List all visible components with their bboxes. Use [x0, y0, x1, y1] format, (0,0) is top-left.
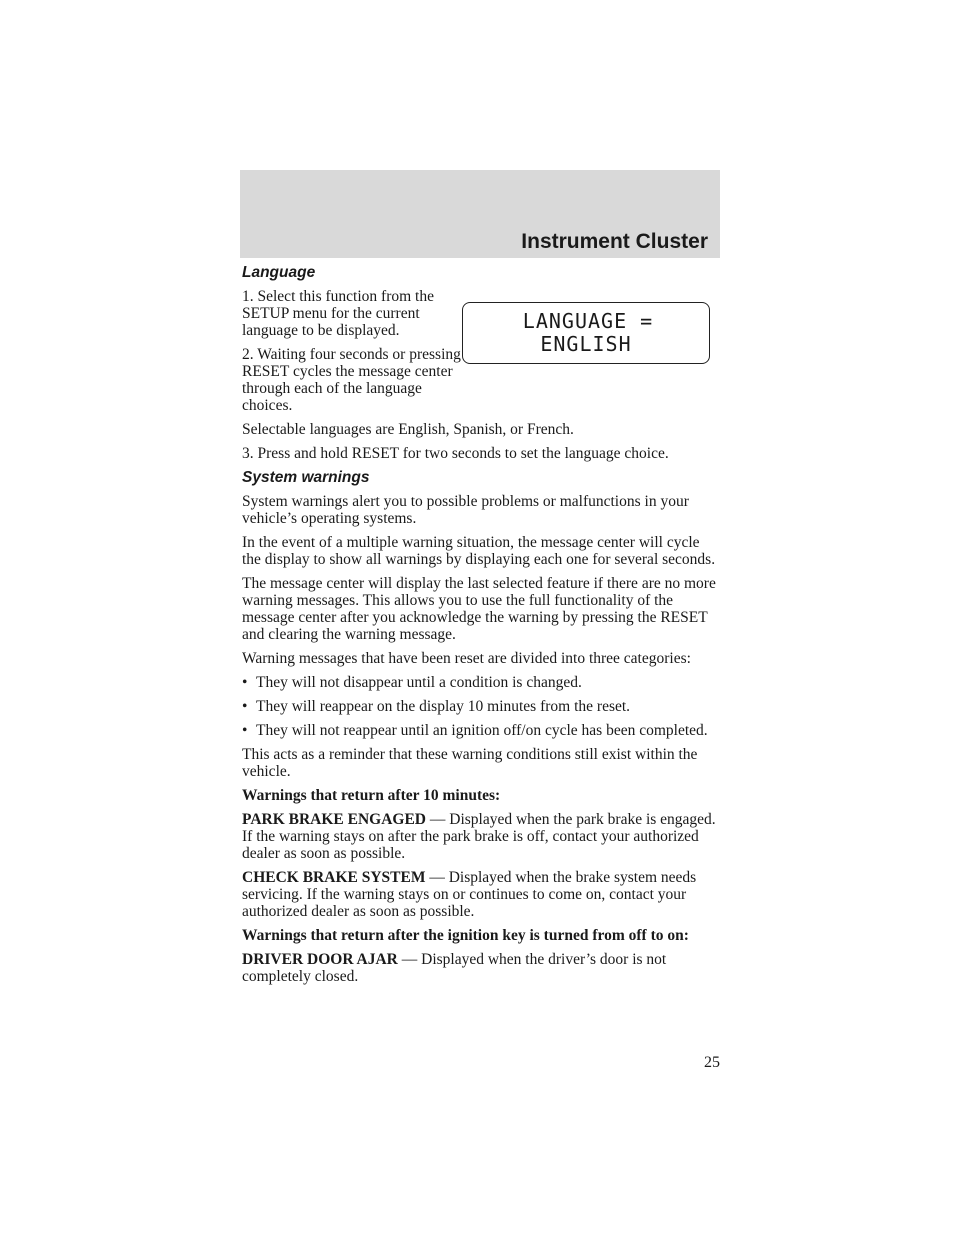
page-content — [242, 264, 718, 992]
display-line-2: ENGLISH — [540, 332, 632, 356]
list-item: • They will reappear on the display 10 minutes from the reset. — [242, 698, 718, 715]
check-brake-description: — Displayed when the brake system needs servicing. If the warning stays on or continues to come on, contact your authorized dealer as soon as possible. — [242, 869, 697, 920]
list-item: • They will not disappear until a condition is changed. — [242, 674, 718, 691]
list-item: • They will not reappear until an ignition off/on cycle has been completed. — [242, 722, 718, 739]
system-warnings-heading: System warnings — [242, 469, 370, 486]
park-brake-term: PARK BRAKE ENGAGED — [242, 811, 427, 828]
language-step-2: 2. Waiting four seconds or pressing RESET cycles the message center through each of the language choices. — [242, 346, 461, 414]
warnings-paragraph-4: Warning messages that have been reset are divided into three categories: — [242, 650, 691, 667]
driver-door-term: DRIVER DOOR AJAR — [242, 951, 398, 968]
check-brake-term: CHECK BRAKE SYSTEM — [242, 869, 426, 886]
page-number: 25 — [704, 1054, 720, 1071]
park-brake-entry — [242, 811, 718, 862]
display-line-1: LANGUAGE = — [522, 309, 654, 333]
warnings-paragraph-2: In the event of a multiple warning situation, the message center will cycle the display to show all warnings by displaying each one for several seconds. — [242, 534, 716, 568]
subheading-10-minutes: Warnings that return after 10 minutes: — [242, 787, 501, 804]
language-step-1: 1. Select this function from the SETUP menu for the current language to be displayed. — [242, 288, 434, 339]
selectable-languages: Selectable languages are English, Spanish, or French. — [242, 421, 574, 438]
check-brake-entry — [242, 869, 718, 920]
section-header-band — [240, 170, 720, 258]
warnings-paragraph-3: The message center will display the last selected feature if there are no more warning messages. This allows you to use the full functionality of the message center after you acknowledge the warning by pressing the RESET and clearing the warning message. — [242, 575, 716, 643]
language-step-3: 3. Press and hold RESET for two seconds to set the language choice. — [242, 445, 669, 462]
section-title: Instrument Cluster — [521, 230, 708, 253]
park-brake-description: — Displayed when the park brake is engaged. If the warning stays on after the park brake is off, contact your authorized dealer as soon as possible. — [242, 811, 716, 862]
warnings-paragraph-5: This acts as a reminder that these warning conditions still exist within the vehicle. — [242, 746, 698, 780]
driver-door-entry — [242, 951, 718, 985]
warning-categories-list — [242, 674, 718, 739]
subheading-ignition: Warnings that return after the ignition key is turned from off to on: — [242, 927, 689, 944]
warnings-paragraph-1: System warnings alert you to possible problems or malfunctions in your vehicle’s operating systems. — [242, 493, 689, 527]
language-heading: Language — [242, 264, 316, 281]
driver-door-description: — Displayed when the driver’s door is not completely closed. — [242, 951, 667, 985]
